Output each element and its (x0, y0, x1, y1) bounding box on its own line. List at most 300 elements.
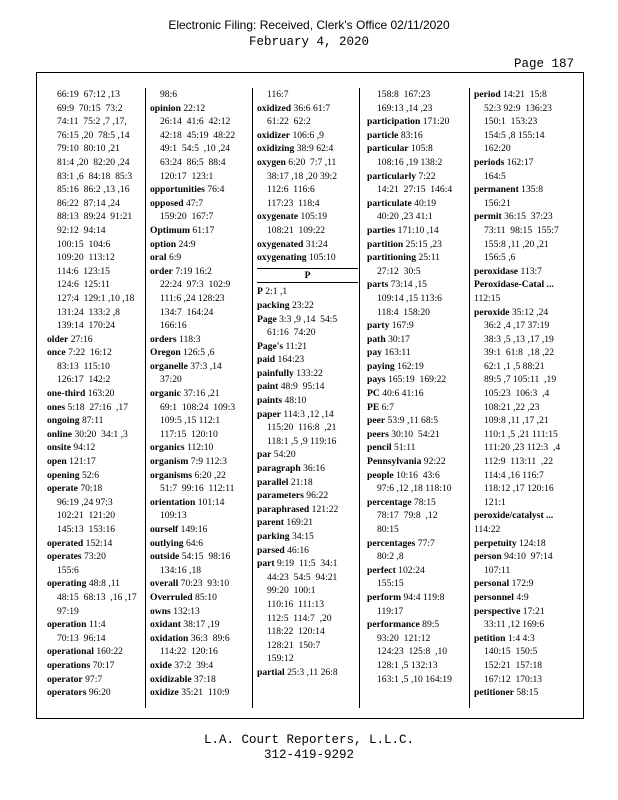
page-line-reference: 5:18 27:16 ,17 (67, 401, 129, 413)
index-entry (367, 333, 470, 347)
page-line-reference: 110:1 ,5 ,21 111:15 (484, 428, 558, 440)
index-entry (257, 544, 358, 558)
index-entry (257, 210, 358, 237)
index-term: oxygenate (257, 211, 299, 223)
index-entry (367, 455, 470, 469)
page-line-reference: 101:14 (197, 496, 225, 508)
page-line-reference: 51:11 (393, 442, 416, 454)
page-line-reference: 36:6 61:7 (293, 102, 331, 114)
index-term: older (47, 333, 69, 345)
index-term: operators (47, 687, 87, 699)
index-term: orders (150, 333, 177, 345)
page-line-reference: 48:8 ,11 (88, 578, 120, 590)
page-line-reference: 107:11 (484, 564, 511, 576)
page-line-reference: 26:14 41:6 42:12 (160, 116, 231, 128)
index-term: paragraph (257, 463, 301, 475)
index-entry (257, 238, 358, 252)
page-line-reference: 7:9 112:3 (190, 456, 227, 468)
index-entry (474, 632, 578, 686)
index-term: opening (47, 469, 80, 481)
page-line-reference: 9:19 11:5 34:1 (277, 558, 338, 570)
index-term: one-third (47, 388, 86, 400)
index-entry (367, 618, 470, 686)
page-line-reference: 80:15 (377, 524, 399, 535)
page-line-reference: 167:12 170:13 (484, 673, 543, 685)
page-line-reference: 83:16 (400, 129, 423, 141)
index-entry (257, 285, 358, 299)
page-line-reference: 66:19 67:12 ,13 (57, 89, 120, 100)
page-line-reference: 163:11 (384, 347, 411, 359)
index-entry (150, 183, 251, 197)
index-entry (367, 251, 470, 278)
index-term: particle (367, 129, 399, 141)
index-entry (150, 265, 251, 333)
page-line-reference: 119:17 (377, 605, 404, 617)
index-term: particulate (367, 197, 412, 209)
index-term: operates (47, 551, 82, 563)
index-term: oral (150, 252, 167, 264)
page-line-reference: 96:20 (88, 687, 111, 699)
index-term: ourself (150, 524, 179, 535)
index-entry (257, 503, 358, 517)
page-line-reference: 112:10 (187, 442, 214, 454)
index-term: oxidizable (150, 673, 192, 685)
index-entry (367, 115, 470, 129)
index-entry (47, 346, 145, 387)
index-term: periods (474, 156, 505, 168)
index-term: percentage (367, 496, 412, 508)
index-entry (367, 278, 470, 319)
index-entry (257, 88, 358, 102)
page-line-reference: 36:3 89:6 (190, 632, 230, 644)
index-term: organism (150, 456, 189, 468)
page-line-reference: 135:8 (521, 184, 544, 196)
index-entry (150, 659, 251, 673)
index-term: Oregon (150, 347, 181, 359)
index-entry (257, 340, 358, 354)
index-term: opposed (150, 197, 184, 209)
index-entry (367, 537, 470, 564)
page-line-reference: 92:12 94:14 (57, 224, 106, 236)
page-line-reference: 35:21 110:9 (181, 687, 230, 699)
index-entry (257, 394, 358, 408)
page-line-reference: 134:7 164:24 (160, 306, 214, 318)
page-line-reference: 25:3 ,11 26:8 (287, 666, 338, 678)
index-entry (47, 482, 145, 536)
page-line-reference: 35:12 ,24 (511, 306, 549, 318)
index-term: Page (257, 313, 277, 325)
page-line-reference: 152:14 (85, 537, 113, 549)
index-entry (474, 591, 578, 605)
index-term: Optimum (150, 224, 190, 236)
page-line-reference: 100:15 104:6 (57, 238, 111, 250)
page-line-reference: 73:20 (84, 551, 106, 563)
index-entry (150, 673, 251, 687)
page-line-reference: 81:4 ,20 82:20 ,24 (57, 156, 130, 168)
index-entry (367, 346, 470, 360)
index-entry (257, 102, 358, 129)
page-line-reference: 48:10 (284, 395, 307, 407)
index-term: peroxide (474, 306, 510, 318)
page-line-reference: 127:4 129:1 ,10 ,18 (57, 292, 135, 304)
index-entry (47, 577, 145, 618)
index-term: oxidized (257, 102, 292, 114)
page-line-reference: 36:16 (303, 463, 325, 475)
index-entry (257, 666, 358, 680)
index-entry (367, 142, 470, 169)
index-term: order (150, 265, 173, 277)
index-entry (367, 224, 470, 238)
page-line-reference: 25:15 ,23 (405, 238, 442, 250)
page-line-reference: 124:6 125:11 (57, 279, 110, 291)
index-entry (474, 278, 578, 305)
index-term: opportunities (150, 184, 205, 196)
page-line-reference: 169:13 ,14 ,23 (377, 102, 433, 114)
index-entry (474, 537, 578, 551)
index-term: peroxidase (474, 265, 519, 277)
index-term: ongoing (47, 415, 80, 427)
page-line-reference: 77:7 (417, 537, 435, 549)
index-term: oxygen (257, 156, 286, 168)
page-line-reference: 1:4 4:3 (507, 632, 535, 644)
page-line-reference: 94:10 97:14 (504, 551, 553, 563)
page-line-reference: 172:9 (511, 578, 534, 590)
page-line-reference: 114:6 123:15 (57, 265, 110, 277)
index-term: operating (47, 578, 87, 590)
page-line-reference: 88:13 89:24 91:21 (57, 211, 133, 223)
index-term: onsite (47, 442, 71, 454)
index-term: parties (367, 224, 396, 236)
page-line-reference: 108:21 ,22 ,23 (484, 401, 540, 413)
page-line-reference: 7:22 16:12 (68, 347, 112, 359)
page-line-reference: 98:6 (160, 89, 178, 100)
page-line-reference: 78:17 79:8 ,12 (377, 510, 438, 522)
page-line-reference: 48:9 95:14 (280, 381, 325, 393)
page-line-reference: 155:6 (57, 564, 79, 576)
page-line-reference: 162:20 (484, 143, 511, 155)
index-column-2 (145, 88, 251, 708)
page-line-reference: 112:6 116:6 (267, 184, 315, 196)
page-line-reference: 109:14 ,15 113:6 (377, 292, 442, 304)
index-entry (47, 645, 145, 659)
page-line-reference: 47:7 (186, 197, 204, 209)
index-entry (150, 591, 251, 605)
page-line-reference: 131:24 133:2 ,8 (57, 306, 120, 318)
index-entry (367, 387, 470, 401)
index-term: overall (150, 578, 179, 590)
page-line-reference: 36:2 ,4 ,17 37:19 (484, 320, 550, 332)
index-term: organics (150, 442, 185, 454)
index-term: parking (257, 531, 290, 542)
index-entry (257, 557, 358, 666)
index-column-4 (359, 88, 470, 708)
page-line-reference: 121:22 (311, 503, 339, 515)
page-line-reference: 114:22 120:16 (160, 646, 218, 658)
index-term: paying (367, 360, 395, 372)
page-line-reference: 10:16 43:6 (396, 469, 440, 481)
index-term: PC (367, 388, 380, 400)
index-entry (367, 373, 470, 387)
page-line-reference: 118:3 (179, 333, 201, 345)
page-line-reference: 21:18 (290, 476, 313, 488)
index-entry (47, 401, 145, 415)
page-line-reference: 11:4 (88, 619, 106, 631)
page-line-reference: 89:5 ,7 105:11 ,19 (484, 374, 557, 386)
page-line-reference: 73:14 ,15 (390, 279, 427, 291)
page-line-reference: 133:22 (296, 367, 323, 379)
page-line-reference: 139:14 170:24 (57, 320, 116, 332)
page-line-reference: 152:21 157:18 (484, 659, 543, 671)
page-line-reference: 118:1 ,5 ,9 119:16 (267, 435, 337, 447)
index-entry (150, 618, 251, 632)
page-line-reference: 61:17 (192, 224, 215, 236)
page-line-reference: 7:19 16:2 (175, 265, 212, 277)
page-line-reference: 117:23 118:4 (267, 197, 320, 209)
page-line-reference: 53:9 ,11 68:5 (387, 415, 439, 427)
index-entry (47, 469, 145, 483)
index-term: option (150, 238, 177, 250)
page-line-reference: 37:3 ,14 (190, 360, 222, 372)
page-line-reference: 99:20 100:1 (267, 585, 316, 597)
page-line-reference: 7:22 (418, 170, 436, 182)
index-entry (257, 251, 358, 265)
page-number: Page 187 (513, 57, 574, 71)
index-term: oxidant (150, 619, 181, 631)
page-line-reference: 124:18 (519, 537, 546, 549)
index-entry (257, 448, 358, 462)
page-line-reference: 166:16 (160, 320, 187, 332)
page-line-reference: 38:3 ,5 ,13 ,17 ,19 (484, 333, 554, 345)
index-entry (474, 550, 578, 577)
page-line-reference: 54:15 98:16 (181, 551, 231, 563)
page-line-reference: 128:1 ,5 132:13 (377, 659, 438, 671)
page-line-reference: 27:12 30:5 (377, 265, 421, 277)
page-line-reference: 69:1 108:24 109:3 (160, 401, 236, 413)
index-term: oxidation (150, 632, 189, 644)
index-entry (367, 564, 470, 591)
page-line-reference: 73:11 98:15 155:7 (484, 224, 559, 236)
page-line-reference: 34:15 (291, 531, 314, 542)
index-term: organic (150, 388, 181, 400)
index-column-1 (47, 88, 145, 708)
page-line-reference: 63:24 86:5 88:4 (160, 156, 226, 168)
index-term: peers (367, 428, 389, 440)
page-line-reference: 96:19 ,24 97:3 (57, 496, 113, 508)
index-entry (257, 530, 358, 544)
index-entry (47, 673, 145, 687)
page-line-reference: 94:12 (73, 442, 96, 454)
index-entry (47, 428, 145, 442)
index-term: petition (474, 632, 506, 644)
index-term: perfect (367, 564, 396, 576)
index-entry (257, 408, 358, 449)
index-entry (47, 537, 145, 551)
index-entry (150, 605, 251, 619)
page-line-reference: 58:15 (516, 687, 539, 699)
page-line-reference: 94:4 119:8 (403, 591, 445, 603)
page-line-reference: 114:22 (474, 524, 501, 535)
page-line-reference: 52:6 (81, 469, 99, 481)
page-line-reference: 87:11 (81, 415, 104, 427)
page-line-reference: 44:23 54:5 94:21 (267, 571, 338, 583)
index-entry (257, 313, 358, 340)
filing-stamp: Electronic Filing: Received, Clerk's Office 02/11/2020 (168, 18, 450, 32)
index-entry (367, 496, 470, 537)
page-line-reference: 97:6 ,12 ,18 118:10 (377, 483, 452, 495)
page-line-reference: 22:12 (183, 102, 206, 114)
page-line-reference: 118:12 ,17 120:16 (484, 483, 554, 495)
index-entry (47, 387, 145, 401)
index-term: Peroxidase-Catal ... (474, 279, 554, 291)
index-entry (257, 380, 358, 394)
page-line-reference: 171:20 (422, 116, 450, 128)
page-line-reference: 62:1 ,1 ,5 88:21 (484, 360, 545, 372)
index-entry (257, 489, 358, 503)
index-entry (150, 550, 251, 577)
index-term: PE (367, 401, 380, 413)
page-line-reference: 120:17 123:1 (160, 170, 214, 182)
index-term: participation (367, 116, 421, 128)
index-entry (474, 686, 578, 700)
index-term: open (47, 456, 67, 468)
page-line-reference: 76:15 ,20 78:5 ,14 (57, 129, 130, 141)
index-entry (150, 496, 251, 523)
index-term: Page's (257, 340, 284, 352)
page-line-reference: 145:13 153:16 (57, 524, 116, 535)
index-term: petitioner (474, 687, 514, 699)
page-line-reference: 158:8 167:23 (377, 89, 431, 100)
page-line-reference: 70:23 93:10 (180, 578, 230, 590)
index-term: ones (47, 401, 66, 413)
page-line-reference: 156:5 ,6 (484, 252, 516, 264)
index-term: online (47, 428, 73, 440)
page-line-reference: 11:21 (285, 340, 308, 352)
index-term: oxidizing (257, 143, 295, 155)
page-line-reference: 6:20 7:7 ,11 (288, 156, 337, 168)
page-line-reference: 105:23 106:3 ,4 (484, 388, 550, 400)
index-column-5 (469, 88, 578, 708)
reporter-name: L.A. Court Reporters, L.L.C. (203, 733, 415, 747)
page-line-reference: 160:22 (96, 646, 123, 658)
index-term: performance (367, 619, 420, 631)
page-line-reference: 48:15 68:13 ,16 ,17 (57, 591, 137, 603)
index-entry (257, 156, 358, 210)
index-entry (150, 441, 251, 455)
page-line-reference: 86:22 87:14 ,24 (57, 197, 120, 209)
index-entry (257, 476, 358, 490)
index-entry (47, 550, 145, 577)
page-line-reference: 61:22 62:2 (267, 116, 311, 128)
page-line-reference: 112:15 (474, 292, 501, 304)
page-line-reference: 6:7 (381, 401, 394, 413)
index-term: operate (47, 483, 78, 495)
index-entry (474, 183, 578, 210)
index-term: paint (257, 381, 279, 393)
index-term: personnel (474, 591, 514, 603)
page-line-reference: 37:20 (160, 374, 182, 386)
index-entry (150, 238, 251, 252)
page-line-reference: 38:17 ,18 ,20 39:2 (267, 170, 338, 182)
page-line-reference: 105:10 (308, 252, 336, 264)
index-entry (367, 238, 470, 252)
index-entry (150, 346, 251, 360)
index-entry (150, 686, 251, 700)
index-term: parallel (257, 476, 289, 488)
index-entry (150, 523, 251, 537)
page-line-reference: 109:5 ,15 112:1 (160, 415, 221, 427)
page-line-reference: 108:21 109:22 (267, 224, 326, 236)
index-term: oxide (150, 659, 172, 671)
index-term: period (474, 89, 501, 100)
index-term: operator (47, 673, 83, 685)
index-term: oxygenated (257, 238, 304, 250)
index-term: packing (257, 299, 290, 311)
page-line-reference: 118:22 120:14 (267, 626, 325, 638)
page-line-reference: 105:8 (410, 143, 433, 155)
index-entry (47, 333, 145, 347)
page-line-reference: 126:5 ,6 (183, 347, 215, 359)
page-line-reference: 2:1 ,1 (265, 286, 288, 298)
page-line-reference: 70:17 (92, 659, 115, 671)
page-line-reference: 124:23 125:8 ,10 (377, 646, 448, 658)
page-line-reference: 109:8 ,11 ,17 ,21 (484, 415, 549, 427)
page-line-reference: 83:1 ,6 84:18 85:3 (57, 170, 133, 182)
page-line-reference: 70:13 96:14 (57, 632, 106, 644)
page-line-reference: 169:21 (286, 517, 314, 529)
index-term: particular (367, 143, 409, 155)
index-entry (47, 441, 145, 455)
page-line-reference: 74:11 75:2 ,7 ,17, (57, 116, 127, 128)
index-entry (47, 88, 145, 333)
page-line-reference: 114:4 ,16 116:7 (484, 469, 544, 481)
index-entry (150, 537, 251, 551)
page-line-reference: 112:9 113:11 ,22 (484, 456, 554, 468)
index-entry (150, 197, 251, 224)
page-line-reference: 165:19 169:22 (388, 374, 447, 386)
index-entry (150, 224, 251, 238)
index-term: partitioning (367, 252, 417, 264)
page-line-reference: 149:16 (180, 524, 208, 535)
page-line-reference: 30:20 34:1 ,3 (74, 428, 128, 440)
index-term: percentages (367, 537, 416, 549)
index-entry (474, 265, 578, 279)
index-term: painfully (257, 367, 294, 379)
page-line-reference: 37:18 (193, 673, 216, 685)
page-line-reference: 76:4 (207, 184, 225, 196)
page-line-reference: 85:10 (195, 591, 217, 603)
page-line-reference: 33:11 ,12 169:6 (484, 619, 545, 631)
index-entry (150, 251, 251, 265)
index-entry (367, 129, 470, 143)
page-line-reference: 117:15 120:10 (160, 428, 218, 440)
index-term: paints (257, 395, 283, 407)
page-line-reference: 121:17 (69, 456, 96, 468)
index-term: par (257, 449, 272, 461)
index-entry (367, 170, 470, 197)
reporter-phone: 312-419-9292 (263, 748, 354, 762)
page-line-reference: 4:9 (516, 591, 529, 603)
page-line-reference: 128:21 150:7 (267, 639, 321, 651)
index-entry (150, 387, 251, 441)
index-entry (150, 88, 251, 102)
index-entry (367, 88, 470, 115)
page-line-reference: 97:19 (57, 605, 79, 617)
page-line-reference: 114:3 ,12 ,14 (283, 408, 334, 420)
index-term: parent (257, 517, 285, 529)
index-term: oxidize (150, 687, 179, 699)
page-line-reference: 70:18 (80, 483, 103, 495)
page-line-reference: 80:2 ,8 (377, 551, 404, 563)
